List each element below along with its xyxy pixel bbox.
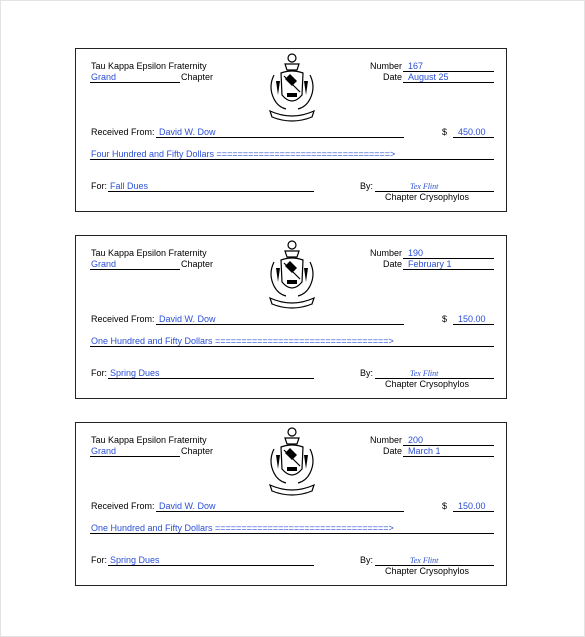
amount-line <box>453 137 494 138</box>
for-label: For: <box>91 181 108 191</box>
signature: Tex Flint <box>410 182 439 191</box>
dollar-sign: $ <box>442 314 448 324</box>
fraternity-crest-icon <box>264 425 320 497</box>
for-value: Spring Dues <box>110 368 160 378</box>
signature: Tex Flint <box>410 556 439 565</box>
for-line <box>108 191 314 192</box>
amount-words-line <box>90 533 494 534</box>
amount-words-line <box>90 346 494 347</box>
receipt-number-value: 167 <box>408 61 424 71</box>
date-line <box>403 456 494 457</box>
receipt-card <box>75 422 507 586</box>
officer-title: Chapter Crysophylos <box>385 566 470 576</box>
received-from-label: Received From: <box>91 501 155 511</box>
amount-line <box>453 511 494 512</box>
chapter-name-value: Grand <box>91 259 117 269</box>
chapter-name-value: Grand <box>91 446 117 456</box>
by-label: By: <box>360 368 374 378</box>
date-value: August 25 <box>408 72 449 82</box>
number-label: Number <box>370 435 403 445</box>
officer-title: Chapter Crysophylos <box>385 379 470 389</box>
received-from-label: Received From: <box>91 314 155 324</box>
for-value: Fall Dues <box>110 181 149 191</box>
chapter-name-line <box>90 82 180 83</box>
for-label: For: <box>91 368 108 378</box>
chapter-label: Chapter <box>181 259 214 269</box>
date-label: Date <box>383 72 403 82</box>
number-label: Number <box>370 61 403 71</box>
by-label: By: <box>360 181 374 191</box>
receipt-number-value: 200 <box>408 435 424 445</box>
amount-words-line <box>90 159 494 160</box>
amount-in-words: One Hundred and Fifty Dollars =================================> <box>91 523 394 533</box>
received-from-label: Received From: <box>91 127 155 137</box>
by-label: By: <box>360 555 374 565</box>
dollar-sign: $ <box>442 501 448 511</box>
for-value: Spring Dues <box>110 555 160 565</box>
chapter-name-value: Grand <box>91 72 117 82</box>
signature: Tex Flint <box>410 369 439 378</box>
chapter-name-line <box>90 269 180 270</box>
chapter-name-line <box>90 456 180 457</box>
date-value: February 1 <box>408 259 452 269</box>
received-from-line <box>156 324 404 325</box>
receipt-number-value: 190 <box>408 248 424 258</box>
amount-value: 150.00 <box>458 501 486 511</box>
fraternity-crest-icon <box>264 51 320 123</box>
date-value: March 1 <box>408 446 441 456</box>
amount-in-words: One Hundred and Fifty Dollars =================================> <box>91 336 394 346</box>
for-line <box>108 565 314 566</box>
received-from-line <box>156 137 404 138</box>
fraternity-name: Tau Kappa Epsilon Fraternity <box>91 248 207 258</box>
date-label: Date <box>383 259 403 269</box>
received-from-value: David W. Dow <box>159 127 216 137</box>
fraternity-name: Tau Kappa Epsilon Fraternity <box>91 435 207 445</box>
chapter-label: Chapter <box>181 72 214 82</box>
officer-title: Chapter Crysophylos <box>385 192 470 202</box>
fraternity-crest-icon <box>264 238 320 310</box>
amount-value: 450.00 <box>458 127 486 137</box>
receipt-card <box>75 48 507 212</box>
date-line <box>403 269 494 270</box>
date-label: Date <box>383 446 403 456</box>
dollar-sign: $ <box>442 127 448 137</box>
received-from-value: David W. Dow <box>159 314 216 324</box>
receipt-card <box>75 235 507 399</box>
amount-in-words: Four Hundred and Fifty Dollars =================================> <box>91 149 396 159</box>
for-label: For: <box>91 555 108 565</box>
date-line <box>403 82 494 83</box>
for-line <box>108 378 314 379</box>
number-label: Number <box>370 248 403 258</box>
received-from-value: David W. Dow <box>159 501 216 511</box>
chapter-label: Chapter <box>181 446 214 456</box>
amount-line <box>453 324 494 325</box>
amount-value: 150.00 <box>458 314 486 324</box>
received-from-line <box>156 511 404 512</box>
fraternity-name: Tau Kappa Epsilon Fraternity <box>91 61 207 71</box>
